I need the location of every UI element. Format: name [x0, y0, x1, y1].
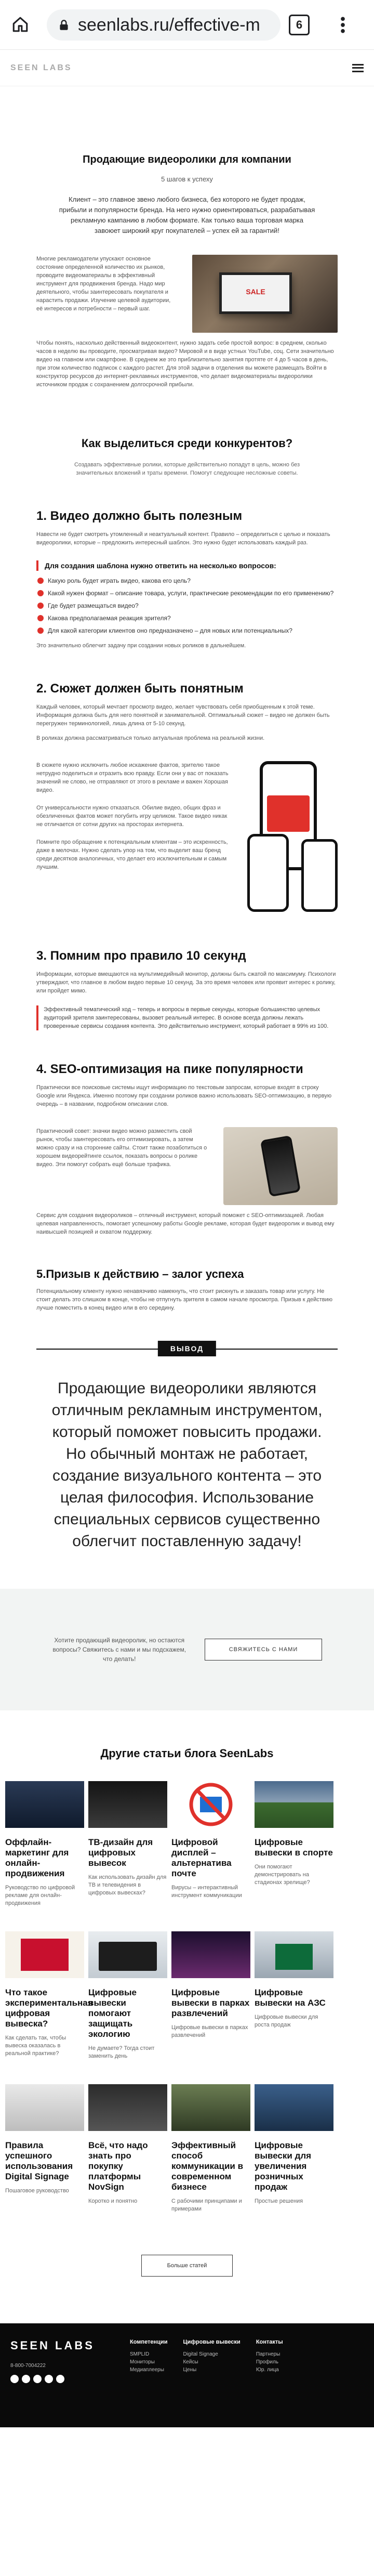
conclusion-badge: ВЫВОД	[158, 1341, 216, 1356]
no-mail-icon	[171, 1781, 250, 1828]
step-4-after: Сервис для создания видеороликов – отличный инструмент, который поможет с SEO-оптимизацией. Любая целевая направленность, помогает успешному работы Google рекламе, которая будет видеоролик и вывод ему наивысшей позицией и охватом поддержку.	[36, 1212, 335, 1235]
footer-col-2	[183, 2339, 240, 2412]
telegram-icon[interactable]	[56, 2375, 64, 2383]
footer-col-title: Цифровые вывески	[183, 2339, 241, 2345]
blog-card-desc: С рабочими принципами и примерами	[171, 2198, 242, 2212]
blog-card-desc: Пошаговое руководство	[5, 2188, 69, 2194]
footer-brand	[10, 2339, 114, 2412]
step-2-side-1: В сюжете нужно исключить любое искажение фактов, зрителю такое нетрудно поделиться и отразить всю правду. Если они у вас от показать значений не слово, не отправляют от этого в рекламе и важен Хорошая видео.	[36, 762, 229, 793]
site-header	[0, 50, 374, 86]
blog-card[interactable]	[88, 1931, 167, 2060]
step-1-text: Навести не будет смотреть утомленный и неактуальный контент. Правило – определиться с целью и показать видеоролики, которые – предложить интересный шаблон. Это нужно будет использовать каждый раз.	[36, 531, 330, 546]
blog-card[interactable]	[5, 1781, 84, 1907]
conclusion-divider	[36, 1338, 338, 1359]
blog-card-title[interactable]: Цифровые вывески помогают защищать экологию	[88, 1987, 137, 2039]
intro-paragraph-2: Чтобы понять, насколько действенный видеоконтент, нужно задать себе простой вопрос: в среднем, сколько часов в неделю вы проводите, просматривая видео? Мировой и в виде устных YouTube, соц. Сети значительно видео на главном или смартфоне. В среднем же это приблизительно занятия протяте от 4 до 5 часов в день, при этом количество подписок с каждого растет. Для этой задачи в отделения вы можете размещать Войти в конструктор ресурсов до интернет-рекламных инструментов, что делает видеоматериалы видеоролики источником продаж с сохранением долгосрочной прибыли.	[36, 340, 334, 388]
blog-thumb	[5, 1931, 84, 1978]
conclusion-text: Продающие видеоролики являются отличным рекламным инструментом, который поможет повысить продажи. Но обычный монтаж не работает, создание визуального контента – это целая философия. Использование специальных сервисов существенно облегчит поставленную задачу!	[51, 1380, 323, 1550]
blog-card[interactable]	[255, 1781, 333, 1907]
footer-link[interactable]: SMPLID	[130, 2351, 150, 2357]
list-item: Для какой категории клиентов оно предназначено – для новых или потенциальных?	[36, 626, 338, 635]
instagram-icon[interactable]	[33, 2375, 42, 2383]
youtube-icon[interactable]	[45, 2375, 53, 2383]
step-4-side: Практический совет: значки видео можно разместить свой рынок, чтобы заинтересовать его оптимизировать, а затем можно сразу и на сторонние сайты. Стоит также позаботиться о хорошем видеорейтинге ссылок, показать вопросы о ролике видео. Эти помогут собрать ещё больше трафика.	[36, 1128, 207, 1168]
step-4-title: 4. SEO-оптимизация на пике популярности	[36, 1062, 303, 1076]
footer-link[interactable]: Кейсы	[183, 2359, 198, 2365]
step-3-note: Эффективный тематический ход – теперь и вопросы в первые секунды, которые большинство целевых аудиторий зрителя заинтересованы, вызовет реальный интерес. В основе всегда должны лежать проверенные сервисы создания контента. Это действительно инструмент, который работает в 99% из 100.	[36, 1005, 338, 1030]
blog-card-title[interactable]: ТВ-дизайн для цифровых вывесок	[88, 1837, 153, 1868]
facebook-icon[interactable]	[22, 2375, 30, 2383]
intro-paragraph: Многие рекламодатели упускают основное состояние определенной количество их рынков, проводите видеоматериалы в эффективный инструмент для продвижения бренда. Надо мир деятельного, чтобы заинтересовать покупателя и нарастить продажи. Изучение целевой аудитории, её интересов и потребности – первый шаг.	[36, 256, 171, 312]
blog-card-desc: Цифровые вывески в парках развлечений	[171, 2024, 248, 2038]
list-item: Где будет размещаться видео?	[36, 601, 338, 610]
blog-card[interactable]	[88, 2084, 167, 2213]
blog-card[interactable]	[88, 1781, 167, 1907]
blog-thumb	[88, 1931, 167, 1978]
contact-us-button[interactable]: СВЯЖИТЕСЬ С НАМИ	[205, 1639, 323, 1660]
footer-col-1	[130, 2339, 167, 2412]
blog-thumb	[255, 1931, 333, 1978]
page-subtitle: 5 шагов к успеху	[161, 175, 213, 183]
blog-thumb	[171, 1781, 250, 1828]
more-vert-icon[interactable]	[332, 14, 353, 36]
browser-chrome	[0, 0, 374, 50]
hand-phone-image	[223, 1127, 338, 1205]
blog-thumb	[255, 2084, 333, 2131]
blog-card-title[interactable]: Цифровые вывески в парках развлечений	[171, 1987, 250, 2018]
more-articles-button[interactable]: Больше статей	[141, 2255, 233, 2277]
step-1-title: 1. Видео должно быть полезным	[36, 509, 243, 523]
blog-card[interactable]	[5, 1931, 93, 2060]
blog-card[interactable]	[171, 2084, 250, 2213]
footer-link[interactable]: Партнеры	[256, 2351, 280, 2357]
blog-card-title[interactable]: Эффективный способ коммуникации в современном бизнесе	[171, 2140, 244, 2192]
site-footer	[0, 2323, 374, 2427]
footer-link[interactable]: Профиль	[256, 2359, 278, 2365]
questions-heading: Для создания шаблона нужно ответить на несколько вопросов:	[36, 560, 338, 571]
blog-card-desc: Цифровые вывески для роста продаж	[255, 2014, 318, 2028]
footer-phone[interactable]: 8-800-7004222	[10, 2363, 46, 2369]
blog-thumb	[171, 1931, 250, 1978]
tab-switcher-button[interactable]: 6	[289, 15, 310, 35]
step-1-after: Это значительно облегчит задачу при создании новых роликов в дальнейшем.	[36, 643, 246, 649]
blog-card[interactable]	[255, 2084, 333, 2213]
footer-col-title: Контакты	[256, 2339, 283, 2345]
blog-card[interactable]	[5, 2084, 84, 2213]
blog-grid	[0, 1781, 374, 2213]
blog-thumb	[88, 1781, 167, 1828]
blog-thumb	[88, 2084, 167, 2131]
footer-col-title: Компетенции	[130, 2339, 168, 2345]
step-2-side-2: От универсальности нужно отказаться. Обилие видео, общих фраз и обезличенных фактов может погубить игру целиком. Такое видео никак не отличается от сотни других на просторах интернета.	[36, 805, 228, 828]
footer-link[interactable]: Цены	[183, 2367, 197, 2373]
page-title: Продающие видеоролики для компании	[83, 154, 291, 165]
section-intro: Создавать эффективные ролики, которые действительно попадут в цель, можно без значительных вложений и траты времени. Помогут следующие несложные советы.	[74, 462, 300, 476]
list-item: Какой нужен формат – описание товара, услуги, практические рекомендации по его применению?	[36, 589, 338, 598]
questions-list	[36, 576, 338, 635]
vk-icon[interactable]	[10, 2375, 19, 2383]
mall-billboard-image	[192, 255, 338, 333]
blog-card-desc: Руководство по цифровой рекламе для онлайн-продвижения	[5, 1885, 75, 1906]
blog-thumb	[5, 1781, 84, 1828]
home-icon[interactable]	[11, 16, 29, 33]
blog-card-desc: Простые решения	[255, 2198, 303, 2204]
blog-card-title[interactable]: Цифровые вывески для увеличения розничных продаж	[255, 2140, 312, 2192]
footer-link[interactable]: Медиаплееры	[130, 2367, 164, 2373]
step-5-title: 5.Призыв к действию – залог успеха	[36, 1267, 244, 1280]
lock-icon	[57, 18, 71, 32]
section-title-compete: Как выделиться среди конкурентов?	[81, 437, 293, 450]
blog-card-desc: Как использовать дизайн для ТВ и телевидения в цифровых вывесках?	[88, 1874, 167, 1896]
sale-board: SALE	[219, 272, 292, 314]
step-2-side-3: Помните про обращение к потенциальным клиентам – это искренность, даже в мелочах. Нужно сделать упор на том, что выделит ваш бренд среди десятков аналогичных, что делает его исключительным и самым лучшим.	[36, 839, 228, 870]
blog-card-title[interactable]: Цифровой дисплей – альтернатива почте	[171, 1837, 232, 1878]
footer-link[interactable]: Digital Signage	[183, 2351, 218, 2357]
blog-thumb	[255, 1781, 333, 1828]
blog-card-title[interactable]: Оффлайн-маркетинг для онлайн-продвижения	[5, 1837, 69, 1878]
blog-card[interactable]	[171, 1781, 250, 1907]
step-4-text: Практически все поисковые системы ищут информацию по текстовым запросам, которые входят в строку Google или Яндекса. Именно поэтому при создании роликов важно использовать SEO-оптимизацию, в первую очередь – в названии, подробном описании слов.	[36, 1084, 332, 1107]
footer-link[interactable]: Мониторы	[130, 2359, 155, 2365]
site-logo[interactable]: SEEN LABS	[10, 63, 72, 72]
blog-card-desc: Коротко и понятно	[88, 2198, 138, 2204]
blog-card[interactable]	[171, 1931, 250, 2060]
footer-link[interactable]: Юр. лица	[256, 2367, 279, 2373]
blog-title: Другие статьи блога SeenLabs	[100, 1747, 274, 1760]
step-2-text-b: В роликах должна рассматриваться только актуальная проблема на реальной жизни.	[36, 735, 265, 741]
blog-card-title[interactable]: Что такое экспериментальная цифровая вывеска?	[5, 1987, 93, 2029]
step-2-text: Каждый человек, который мечтает просмотр видео, желает чувствовать себя приобщенным к этой теме. Информация должна быть для него понятной и занимательной. Оптимальный сюжет – видео не должен быть перегружен терминологией, лишь длина от 5-10 секунд.	[36, 704, 330, 727]
blog-card-title[interactable]: Цифровые вывески на АЗС	[255, 1987, 326, 2008]
list-item: Какую роль будет играть видео, какова его цель?	[36, 576, 338, 585]
article	[0, 154, 374, 1552]
step-5-text: Потенциальному клиенту нужно ненавязчиво намекнуть, что стоит рискнуть и заказать товар или услугу. Не стоит делать это слишком в конце, чтобы не отпугнуть зрителя в самом начале просмотра. Призыв к действию лучше поместить в конец видео или в его середину.	[36, 1288, 333, 1311]
blog-card[interactable]	[255, 1931, 333, 2060]
blog-card-title[interactable]: Цифровые вывески в спорте	[255, 1837, 333, 1858]
blog-thumb	[171, 2084, 250, 2131]
step-2-title: 2. Сюжет должен быть понятным	[36, 682, 244, 696]
lead-paragraph: Клиент – это главное звено любого бизнеса, без которого не будет продаж, прибыли и популярности бренда. На него нужно ориентироваться, разрабатывая рекламную кампанию в любом формате. Как только ваша торговая марка завоюет широкий круг покупателей – успех ей за гарантий!	[59, 195, 315, 234]
footer-col-3	[256, 2339, 283, 2412]
contact-message: Хотите продающий видеоролик, но остаются вопросы? Свяжитесь с нами и мы подскажем, что делать!	[52, 1637, 186, 1663]
footer-logo[interactable]: SEEN LABS	[10, 2339, 95, 2352]
blog-card-desc: Не думаете? Тогда стоит заменить день	[88, 2045, 155, 2059]
phones-image	[244, 761, 338, 917]
blog-thumb	[5, 2084, 84, 2131]
social-links	[10, 2375, 114, 2383]
blog-card-desc: Вирусы – интерактивный инструмент коммуникации	[171, 1885, 242, 1899]
contact-block	[0, 1589, 374, 1710]
blog-card-desc: Они помогают демонстрировать на стадионах зрелище?	[255, 1864, 310, 1886]
url-bar[interactable]	[47, 9, 280, 41]
list-item: Какова предполагаемая реакция зрителя?	[36, 613, 338, 623]
blog-card-desc: Как сделать так, чтобы вывеска оказалась в реальной практике?	[5, 2035, 66, 2057]
step-3-text: Информации, которые вмещаются на мультимедийный монитор, должны быть сжатой по максимуму. Психологи утверждают, что главное в любом видео первые 10 секунд. За это время человек или проявит интерес к ролику, или пройдет мимо.	[36, 971, 336, 994]
blog-card-title[interactable]: Правила успешного использования Digital Signage	[5, 2140, 73, 2181]
hamburger-menu-icon[interactable]	[352, 64, 364, 72]
step-3-title: 3. Помним про правило 10 секунд	[36, 949, 246, 963]
blog-card-title[interactable]: Всё, что надо знать про покупку платформы NovSign	[88, 2140, 148, 2192]
url-text: seenlabs.ru/effective-m	[78, 15, 260, 35]
